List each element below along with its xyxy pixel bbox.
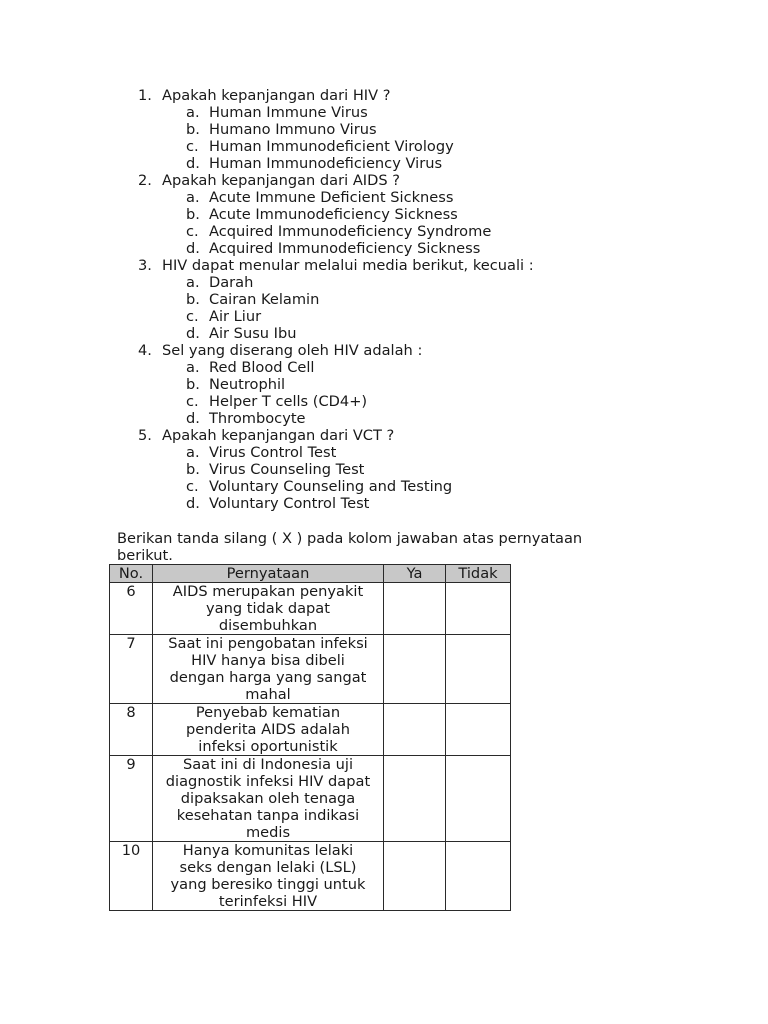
statement-line: HIV hanya bisa dibeli	[191, 652, 345, 669]
table-row	[110, 583, 511, 635]
table-row	[110, 704, 511, 756]
option-letter: d.	[186, 410, 200, 427]
question-line	[138, 342, 698, 359]
option-text: Air Liur	[209, 308, 262, 325]
header-no: No.	[110, 565, 153, 583]
option-text: Neutrophil	[209, 376, 286, 393]
row-statement	[153, 842, 384, 911]
option-letter: a.	[186, 189, 200, 206]
question-line	[138, 257, 698, 274]
header-yes: Ya	[384, 565, 446, 583]
statement-line: Saat ini pengobatan infeksi	[168, 635, 368, 652]
answer-no-cell[interactable]	[446, 704, 511, 756]
statement-line: kesehatan tanpa indikasi	[176, 807, 360, 824]
option-list	[138, 104, 698, 172]
statement-line: medis	[245, 824, 291, 841]
answer-yes-cell[interactable]	[384, 635, 446, 704]
answer-no-cell[interactable]	[446, 635, 511, 704]
option-text: Human Immune Virus	[209, 104, 368, 121]
option-text: Acquired Immunodeficiency Sickness	[209, 240, 481, 257]
statement-line: diagnostik infeksi HIV dapat	[165, 773, 371, 790]
question-number: 3.	[138, 257, 152, 274]
statement-line: dengan harga yang sangat	[169, 669, 367, 686]
statement-line: Penyebab kematian	[195, 704, 341, 721]
row-number: 8	[110, 704, 153, 756]
row-statement	[153, 583, 384, 635]
row-statement	[153, 756, 384, 842]
option-letter: d.	[186, 155, 200, 172]
answer-option	[138, 206, 698, 223]
header-statement: Pernyataan	[153, 565, 384, 583]
statement-line: Hanya komunitas lelaki	[182, 842, 354, 859]
answer-no-cell[interactable]	[446, 583, 511, 635]
answer-yes-cell[interactable]	[384, 756, 446, 842]
option-letter: b.	[186, 376, 200, 393]
option-letter: c.	[186, 138, 199, 155]
option-letter: a.	[186, 444, 200, 461]
answer-option	[138, 121, 698, 138]
statement-line: seks dengan lelaki (LSL)	[179, 859, 357, 876]
answer-no-cell[interactable]	[446, 756, 511, 842]
statement-line: disembuhkan	[218, 617, 318, 634]
answer-option	[138, 376, 698, 393]
answer-option	[138, 359, 698, 376]
answer-option	[138, 155, 698, 172]
answer-no-cell[interactable]	[446, 842, 511, 911]
answer-option	[138, 393, 698, 410]
option-text: Virus Counseling Test	[209, 461, 365, 478]
question-line	[138, 87, 698, 104]
option-letter: a.	[186, 359, 200, 376]
question-text: Apakah kepanjangan dari HIV ?	[162, 87, 391, 104]
statement-line: mahal	[245, 686, 291, 703]
answer-option	[138, 444, 698, 461]
option-letter: c.	[186, 308, 199, 325]
question-list	[138, 87, 698, 512]
row-statement	[153, 635, 384, 704]
answer-option	[138, 240, 698, 257]
statement-line: dipaksakan oleh tenaga	[180, 790, 356, 807]
answer-option	[138, 461, 698, 478]
answer-option	[138, 223, 698, 240]
statement-line: Saat ini di Indonesia uji	[182, 756, 354, 773]
answer-option	[138, 325, 698, 342]
table-body	[110, 583, 511, 911]
option-letter: a.	[186, 274, 200, 291]
option-letter: b.	[186, 121, 200, 138]
option-letter: d.	[186, 240, 200, 257]
option-list	[138, 189, 698, 257]
answer-option	[138, 189, 698, 206]
option-text: Helper T cells (CD4+)	[209, 393, 368, 410]
statement-line: penderita AIDS adalah	[186, 721, 350, 738]
statement-line: infeksi oportunistik	[198, 738, 338, 755]
option-text: Humano Immuno Virus	[209, 121, 377, 138]
option-letter: c.	[186, 393, 199, 410]
question-line	[138, 427, 698, 444]
option-letter: c.	[186, 223, 199, 240]
answer-option	[138, 138, 698, 155]
question-item	[138, 87, 698, 172]
question-line	[138, 172, 698, 189]
answer-option	[138, 410, 698, 427]
answer-option	[138, 104, 698, 121]
statement-line: terinfeksi HIV	[218, 893, 318, 910]
option-text: Virus Control Test	[209, 444, 337, 461]
question-item	[138, 427, 698, 512]
answer-option	[138, 308, 698, 325]
question-item	[138, 172, 698, 257]
option-letter: d.	[186, 495, 200, 512]
option-text: Cairan Kelamin	[209, 291, 320, 308]
question-text: Apakah kepanjangan dari VCT ?	[162, 427, 395, 444]
row-number: 9	[110, 756, 153, 842]
option-text: Acquired Immunodeficiency Syndrome	[209, 223, 492, 240]
table-row	[110, 842, 511, 911]
option-text: Acute Immunodeficiency Sickness	[209, 206, 458, 223]
row-number: 6	[110, 583, 153, 635]
option-letter: b.	[186, 461, 200, 478]
instruction-text: Berikan tanda silang ( X ) pada kolom jawaban atas pernyataan berikut.	[117, 530, 583, 564]
table-row	[110, 756, 511, 842]
option-text: Voluntary Control Test	[209, 495, 370, 512]
table-row	[110, 635, 511, 704]
header-no-answer: Tidak	[446, 565, 511, 583]
option-text: Human Immunodeficient Virology	[209, 138, 454, 155]
answer-yes-cell[interactable]	[384, 583, 446, 635]
answer-option	[138, 478, 698, 495]
answer-table	[109, 564, 511, 911]
option-text: Thrombocyte	[209, 410, 306, 427]
option-letter: c.	[186, 478, 199, 495]
answer-option	[138, 291, 698, 308]
row-number: 7	[110, 635, 153, 704]
option-list	[138, 359, 698, 427]
question-item	[138, 257, 698, 342]
row-number: 10	[110, 842, 153, 911]
answer-option	[138, 495, 698, 512]
option-list	[138, 274, 698, 342]
answer-yes-cell[interactable]	[384, 842, 446, 911]
option-text: Human Immunodeficiency Virus	[209, 155, 443, 172]
question-number: 2.	[138, 172, 152, 189]
statement-line: yang beresiko tinggi untuk	[170, 876, 366, 893]
answer-yes-cell[interactable]	[384, 704, 446, 756]
question-number: 1.	[138, 87, 152, 104]
question-text: HIV dapat menular melalui media berikut, kecuali :	[162, 257, 534, 274]
question-item	[138, 342, 698, 427]
option-text: Red Blood Cell	[209, 359, 315, 376]
option-text: Voluntary Counseling and Testing	[209, 478, 453, 495]
answer-option	[138, 274, 698, 291]
question-number: 5.	[138, 427, 152, 444]
option-letter: a.	[186, 104, 200, 121]
option-text: Air Susu Ibu	[209, 325, 297, 342]
question-text: Sel yang diserang oleh HIV adalah :	[162, 342, 423, 359]
option-text: Darah	[209, 274, 254, 291]
option-letter: b.	[186, 291, 200, 308]
table-header-row	[110, 565, 511, 583]
statement-line: AIDS merupakan penyakit	[172, 583, 364, 600]
question-text: Apakah kepanjangan dari AIDS ?	[162, 172, 400, 189]
option-letter: d.	[186, 325, 200, 342]
option-letter: b.	[186, 206, 200, 223]
option-list	[138, 444, 698, 512]
question-number: 4.	[138, 342, 152, 359]
option-text: Acute Immune Deficient Sickness	[209, 189, 454, 206]
statement-line: yang tidak dapat	[206, 600, 330, 617]
row-statement	[153, 704, 384, 756]
